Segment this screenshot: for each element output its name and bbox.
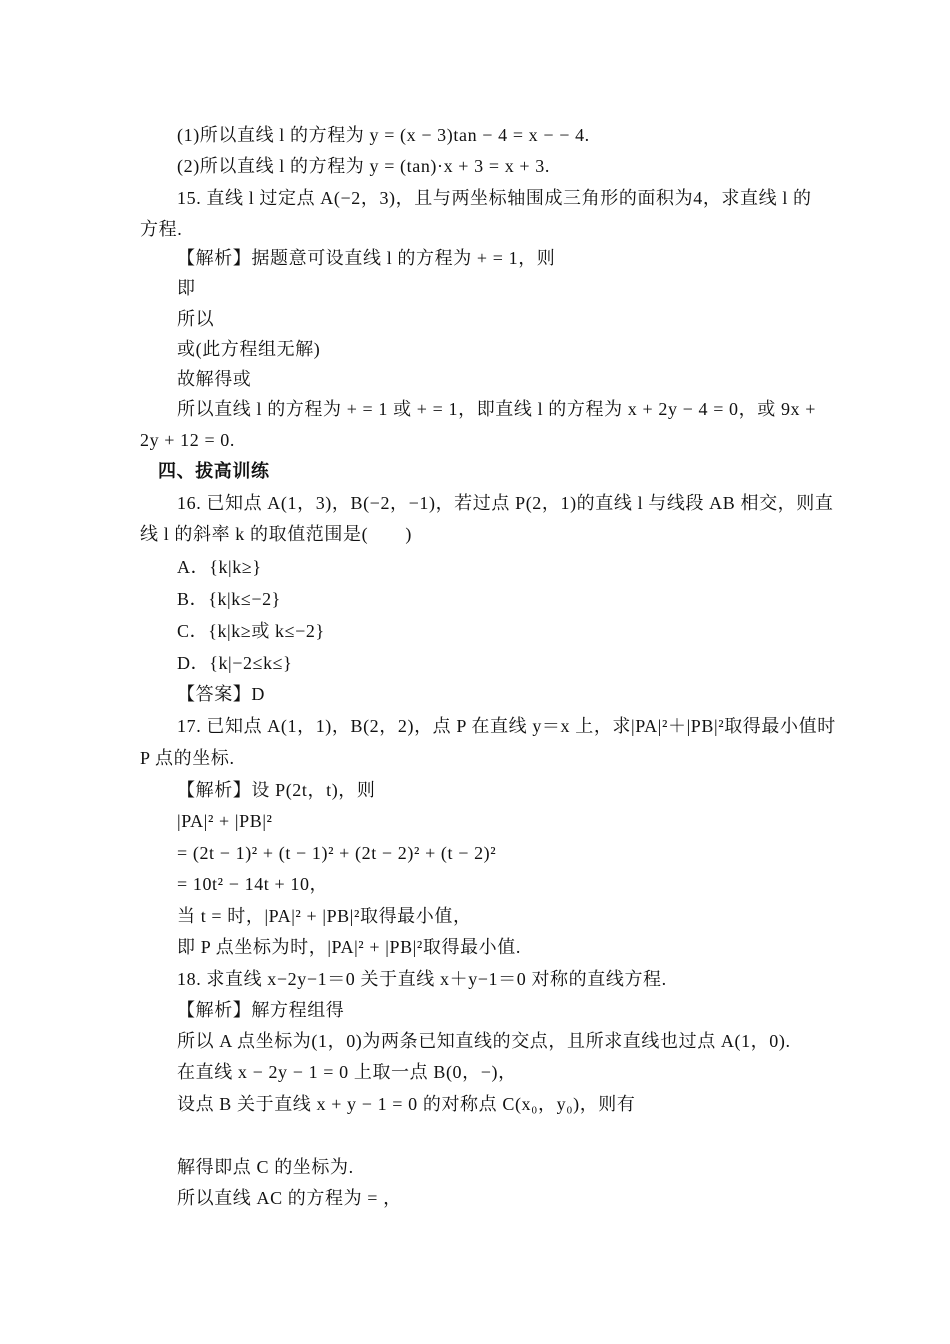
solution-15: 【解析】据题意可设直线 l 的方程为 + = 1，则 — [177, 248, 556, 268]
option-d: D．{k|−2≤k≤} — [177, 653, 293, 673]
question-17: 17. 已知点 A(1，1)，B(2，2)，点 P 在直线 y＝x 上，求|PA|²＋|PB|²取得最小值时 — [177, 716, 836, 736]
text-line: 所以直线 AC 的方程为 = ， — [177, 1188, 402, 1208]
section-heading: 四、拔高训练 — [158, 461, 270, 481]
text-line: 2y + 12 = 0. — [140, 430, 236, 450]
text-line: 在直线 x − 2y − 1 = 0 上取一点 B(0，−)， — [177, 1062, 517, 1082]
text-line: 设点 B 关于直线 x + y − 1 = 0 的对称点 C(x₀，y₀)，则有 — [177, 1094, 636, 1114]
solution-17: 【解析】设 P(2t，t)，则 — [177, 780, 376, 800]
option-c: C．{k|k≥或 k≤−2} — [177, 621, 325, 641]
question-16: 16. 已知点 A(1，3)，B(−2，−1)，若过点 P(2，1)的直线 l 与线段 AB 相交，则直 — [177, 493, 834, 513]
text-line: 所以直线 l 的方程为 + = 1 或 + = 1，即直线 l 的方程为 x + 2y − 4 = 0，或 9x + — [177, 399, 817, 419]
text-line: 方程. — [140, 219, 183, 239]
solution-18: 【解析】解方程组得 — [177, 1000, 345, 1020]
text-line: 所以 A 点坐标为(1，0)为两条已知直线的交点，且所求直线也过点 A(1，0). — [177, 1031, 791, 1051]
text-line: 当 t = 时，|PA|² + |PB|²取得最小值， — [177, 906, 472, 926]
text-line: |PA|² + |PB|² — [177, 811, 273, 831]
text-line: 即 P 点坐标为时，|PA|² + |PB|²取得最小值. — [177, 937, 521, 957]
text-line: P 点的坐标. — [140, 748, 235, 768]
text-line: 所以 — [177, 309, 215, 329]
text-line: = (2t − 1)² + (t − 1)² + (2t − 2)² + (t − 2)² — [177, 843, 497, 863]
option-a: A．{k|k≥} — [177, 557, 262, 577]
option-b: B．{k|k≤−2} — [177, 589, 281, 609]
question-18: 18. 求直线 x−2y−1＝0 关于直线 x＋y−1＝0 对称的直线方程. — [177, 969, 667, 989]
text-line: (1)所以直线 l 的方程为 y = (x − 3)tan − 4 = x − − 4. — [177, 125, 590, 145]
text-line: 故解得或 — [177, 369, 252, 389]
answer-16: 【答案】D — [177, 684, 265, 704]
question-15: 15. 直线 l 过定点 A(−2，3)，且与两坐标轴围成三角形的面积为4，求直线 l 的 — [177, 188, 812, 208]
text-line: 或(此方程组无解) — [177, 339, 321, 359]
text-line: 即 — [177, 278, 196, 298]
text-line: = 10t² − 14t + 10， — [177, 874, 329, 894]
text-line: 线 l 的斜率 k 的取值范围是( ) — [140, 524, 412, 544]
text-line: (2)所以直线 l 的方程为 y = (tan)·x + 3 = x + 3. — [177, 156, 550, 176]
text-line: 解得即点 C 的坐标为. — [177, 1157, 354, 1177]
